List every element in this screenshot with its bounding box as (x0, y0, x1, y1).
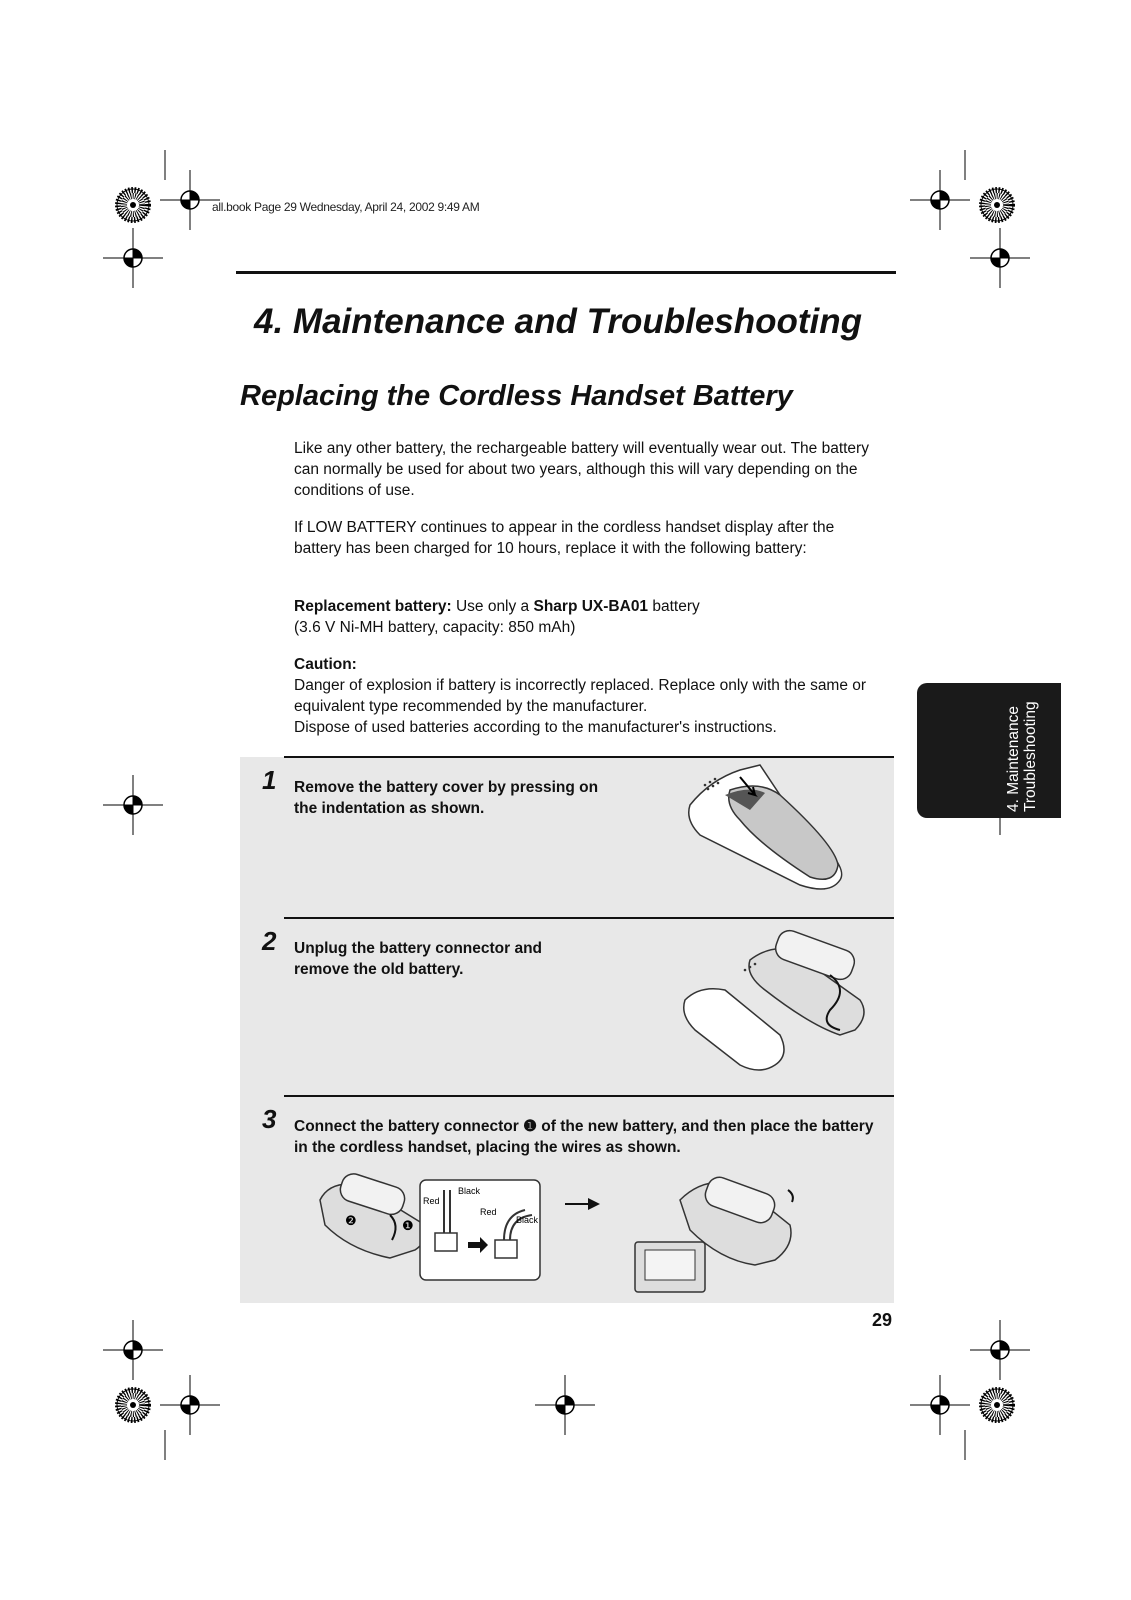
black-wire-label-2: Black (516, 1215, 539, 1225)
replacement-model: Sharp UX-BA01 (533, 598, 649, 615)
low-battery-paragraph: If LOW BATTERY continues to appear in the cordless handset display after the battery has been charged for 10 hours, replace it with the following battery: (294, 519, 835, 557)
black-wire-label-1: Black (458, 1186, 481, 1196)
red-wire-label-2: Red (480, 1207, 497, 1217)
replacement-spec: (3.6 V Ni-MH battery, capacity: 850 mAh) (294, 619, 576, 636)
step-2-text: Unplug the battery connector and remove the old battery. (294, 940, 543, 978)
replacement-battery-paragraph (294, 596, 884, 638)
side-tab-line-2: Troubleshooting (1022, 701, 1039, 812)
chapter-side-tab (917, 683, 1061, 818)
top-rule (236, 271, 896, 274)
caution-line-1: Danger of explosion if battery is incorrectly replaced. Replace only with the same or equivalent type recommended by the manufacturer. (294, 677, 867, 715)
step-3-text: Connect the battery connector ❶ of the new battery, and then place the battery in the cordless handset, placing the wires as shown. (294, 1118, 874, 1156)
step-1-text: Remove the battery cover by pressing on the indentation as shown. (294, 779, 599, 817)
page-number: 29 (872, 1310, 893, 1330)
print-header-meta: all.book Page 29 Wednesday, April 24, 2002 9:49 AM (212, 200, 480, 214)
replacement-label: Replacement battery: (294, 598, 452, 615)
replacement-text-1: Use only a (451, 598, 534, 615)
step-1-number: 1 (262, 765, 277, 795)
caution-line-2: Dispose of used batteries according to the manufacturer's instructions. (294, 719, 777, 736)
step-1-handset-illustration (680, 765, 880, 915)
section-title: Replacing the Cordless Handset Battery (240, 380, 793, 412)
step-3-rule (284, 1095, 894, 1097)
step-3-connector-illustration (320, 1170, 880, 1310)
side-tab-line-1: 4. Maintenance (1005, 706, 1022, 812)
step-3-number: 3 (262, 1104, 277, 1134)
replacement-text-2: battery (648, 598, 700, 615)
step-1-rule (284, 756, 894, 758)
caution-block (294, 654, 884, 738)
step-2-number: 2 (262, 926, 277, 956)
chapter-title: 4. Maintenance and Troubleshooting (254, 302, 863, 341)
step-2-rule (284, 917, 894, 919)
intro-paragraph: Like any other battery, the rechargeable battery will eventually wear out. The battery can normally be used for about two years, although this will vary depending on the conditions of use. (294, 440, 869, 499)
caution-label: Caution: (294, 656, 357, 673)
marker-1-label: ❶ (402, 1218, 414, 1233)
step-2-handset-illustration (680, 930, 910, 1090)
red-wire-label-1: Red (423, 1196, 440, 1206)
side-tab-label (1005, 701, 1039, 812)
marker-2-label: ❷ (345, 1213, 357, 1228)
